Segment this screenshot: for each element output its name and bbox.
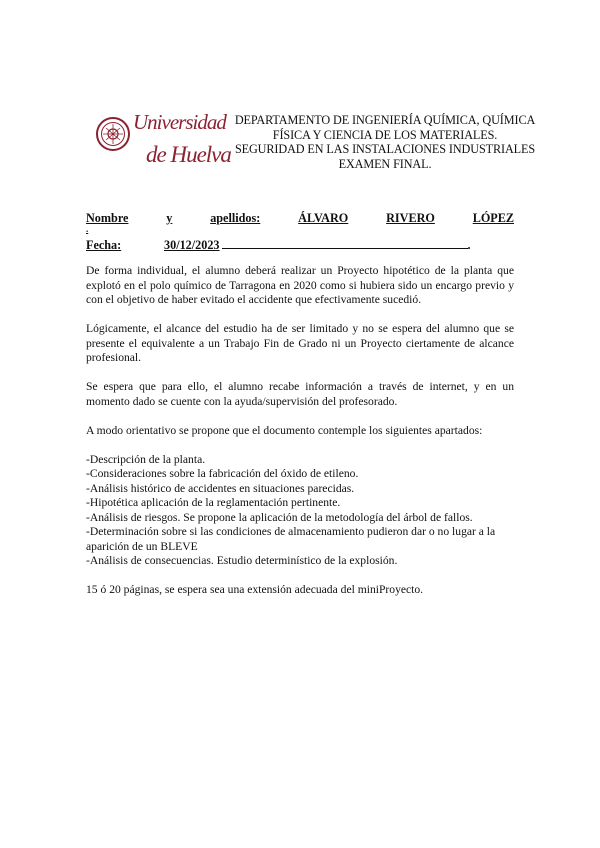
exam-instructions: [86, 264, 514, 612]
list-item: -Descripción de la planta.: [86, 452, 206, 466]
header-line: FÍSICA Y CIENCIA DE LOS MATERIALES.: [272, 127, 498, 142]
logo-text-line1: Universidad: [133, 110, 226, 134]
list-item: -Determinación sobre si las condiciones de almacenamiento pudieron dar o no lugar a la aparición de un BLEVE: [86, 525, 496, 553]
name-label-word: y: [166, 211, 173, 225]
student-first-name: ÁLVARO: [298, 211, 349, 225]
header-line: SEGURIDAD EN LAS INSTALACIONES INDUSTRIALES: [234, 142, 536, 156]
paragraph-resources: Se espera que para ello, el alumno recabe información a través de internet, y en un momento dado se cuente con la ayuda/supervisión del profesorado.: [86, 380, 514, 408]
list-item: -Hipotética aplicación de la reglamentación pertinente.: [86, 496, 341, 509]
date-value: 30/12/2023: [164, 238, 220, 252]
list-item: -Análisis de riesgos. Se propone la aplicación de la metodología del árbol de fallos.: [86, 510, 473, 524]
paragraph-scope: Lógicamente, el alcance del estudio ha de ser limitado y no se espera del alumno que se presente el equivalente a un Trabajo Fin de Grado ni un Proyecto ciertamente de alcance profesional.: [86, 322, 514, 364]
list-item: -Análisis de consecuencias. Estudio determinístico de la explosión.: [86, 554, 398, 567]
date-row: [86, 237, 486, 253]
student-name-row: [86, 211, 514, 226]
university-seal-icon: [96, 98, 231, 178]
student-surname-1: RIVERO: [386, 211, 435, 225]
name-label-word: Nombre: [86, 211, 129, 225]
list-item: -Análisis histórico de accidentes en situaciones parecidas.: [86, 481, 355, 495]
name-label-word: apellidos:: [210, 211, 261, 225]
name-trailing-dot: .: [86, 224, 89, 234]
header-line: DEPARTAMENTO DE INGENIERÍA QUÍMICA, QUÍMICA: [234, 113, 536, 127]
date-trailing-dot: .: [467, 238, 471, 252]
logo-text-line2: de Huelva: [146, 142, 231, 167]
student-surname-2: LÓPEZ: [472, 211, 514, 225]
paragraph-length: 15 ó 20 páginas, se espera sea una extensión adecuada del miniProyecto.: [86, 583, 424, 596]
date-underline: [222, 237, 468, 249]
paragraph-intro: De forma individual, el alumno deberá realizar un Proyecto hipotético de la planta que explotó en el polo químico de Tarragona en 2020 como si hubiera sido un encargo previo y con el objetivo de haber evitado el accidente que efectivamente sucedió.: [86, 264, 514, 306]
header-line: EXAMEN FINAL.: [338, 156, 432, 171]
department-header: [226, 113, 544, 171]
list-item: -Consideraciones sobre la fabricación del óxido de etileno.: [86, 467, 359, 480]
university-logo: [96, 98, 231, 178]
paragraph-sections-intro: A modo orientativo se propone que el documento contemple los siguientes apartados:: [86, 423, 483, 437]
date-label: Fecha:: [86, 238, 122, 252]
sections-list: [86, 453, 514, 569]
